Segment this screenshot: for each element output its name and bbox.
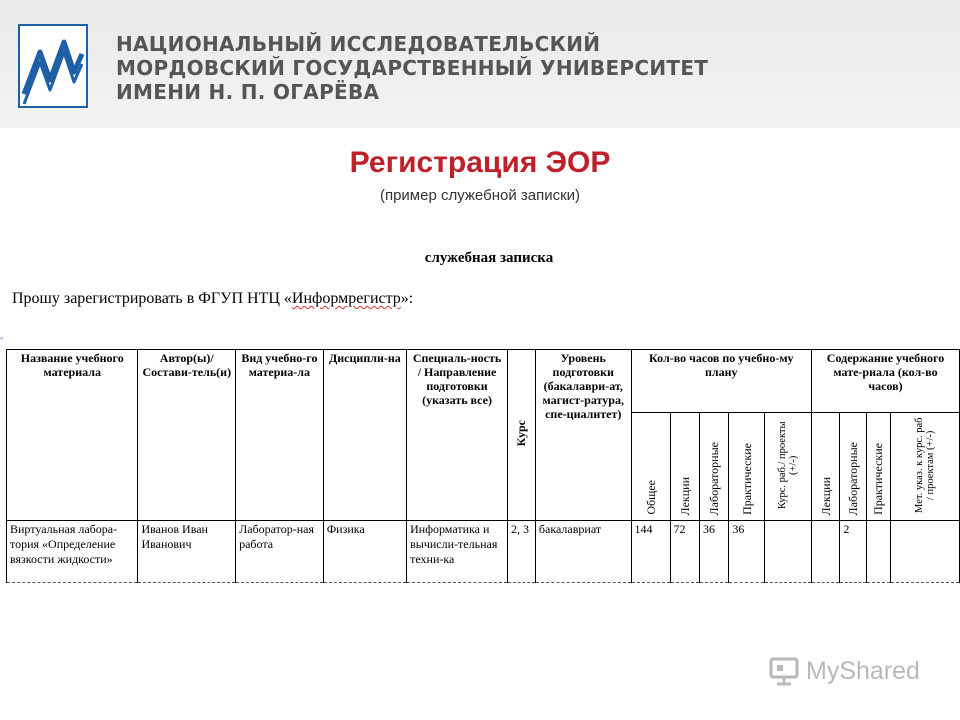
col-hours-coursework-label: Курс. раб./ проекты (+/-)	[776, 421, 799, 509]
col-course-label: Курс	[514, 420, 529, 447]
cell-content-lectures	[812, 521, 840, 583]
cell-speciality: Информатика и вычисли-тельная техни-ка	[407, 521, 508, 583]
request-prefix: Прошу зарегистрировать в ФГУП НТЦ «	[12, 290, 292, 307]
cell-content-practice	[866, 521, 890, 583]
col-hours-total	[631, 413, 670, 521]
col-content-methodical	[890, 413, 959, 521]
university-name	[116, 32, 708, 104]
col-hours-practice-label: Практические	[739, 443, 754, 515]
col-speciality: Специаль-ность / Направление подготовки (указать все)	[407, 350, 508, 521]
col-hours-labs-label: Лабораторные	[707, 441, 722, 515]
eor-table	[6, 349, 960, 583]
cell-hours-practice: 36	[729, 521, 765, 583]
col-content-labs	[840, 413, 867, 521]
col-hours-labs	[699, 413, 728, 521]
cell-course: 2, 3	[507, 521, 535, 583]
presentation-icon	[768, 656, 802, 686]
university-logo-icon	[18, 24, 88, 108]
cell-hours-total: 144	[631, 521, 670, 583]
col-content-methodical-label: Мет. указ. к курс. раб / проектам (+/-)	[913, 417, 936, 513]
slide-subtitle: (пример служебной записки)	[379, 187, 581, 204]
table-anchor-icon: ▫	[0, 333, 4, 343]
header-row-1	[7, 350, 960, 413]
watermark-text: MyShared	[806, 656, 920, 685]
col-level: Уровень подготовки (бакалаври-ат, магист-ратура, спе-циалитет)	[535, 350, 631, 521]
col-name: Название учебного материала	[7, 350, 138, 521]
col-course	[507, 350, 535, 521]
col-hours-total-label: Общее	[643, 480, 658, 515]
cell-author: Иванов Иван Иванович	[138, 521, 236, 583]
memo-heading: служебная записка	[424, 250, 554, 266]
university-line-1: НАЦИОНАЛЬНЫЙ ИССЛЕДОВАТЕЛЬСКИЙ	[116, 32, 601, 56]
col-hours-coursework	[764, 413, 811, 521]
cell-name: Виртуальная лабора-тория «Определение вязкости жидкости»	[7, 521, 138, 583]
col-content-practice-label: Практические	[871, 443, 886, 515]
col-author: Автор(ы)/ Состави-тель(и)	[138, 350, 236, 521]
col-hours-lectures-label: Лекции	[677, 476, 692, 515]
col-content-group: Содержание учебного мате-риала (кол-во часов)	[812, 350, 960, 413]
cell-type: Лаборатор-ная работа	[236, 521, 324, 583]
request-suffix: »:	[400, 290, 414, 307]
col-hours-group: Кол-во часов по учебно-му плану	[631, 350, 811, 413]
watermark	[768, 656, 920, 686]
col-content-labs-label: Лабораторные	[846, 441, 861, 515]
cell-hours-lectures: 72	[670, 521, 699, 583]
cell-content-labs: 2	[840, 521, 867, 583]
cell-discipline: Физика	[323, 521, 406, 583]
col-discipline: Дисципли-на	[323, 350, 406, 521]
cell-level: бакалавриат	[535, 521, 631, 583]
col-hours-practice	[729, 413, 765, 521]
cell-content-methodical	[890, 521, 959, 583]
university-line-2: МОРДОВСКИЙ ГОСУДАРСТВЕННЫЙ УНИВЕРСИТЕТ	[116, 56, 709, 80]
col-content-practice	[866, 413, 890, 521]
cell-hours-labs: 36	[699, 521, 728, 583]
memo-request	[12, 290, 413, 308]
slide-title: Регистрация ЭОР	[349, 146, 611, 179]
request-org: Информрегистр	[291, 290, 401, 307]
col-hours-lectures	[670, 413, 699, 521]
cell-hours-coursework	[764, 521, 811, 583]
university-line-3: ИМЕНИ Н. П. ОГАРЁВА	[116, 80, 380, 104]
table-row	[7, 521, 960, 583]
col-type: Вид учебно-го материа-ла	[236, 350, 324, 521]
col-content-lectures	[812, 413, 840, 521]
col-content-lectures-label: Лекции	[818, 476, 833, 515]
